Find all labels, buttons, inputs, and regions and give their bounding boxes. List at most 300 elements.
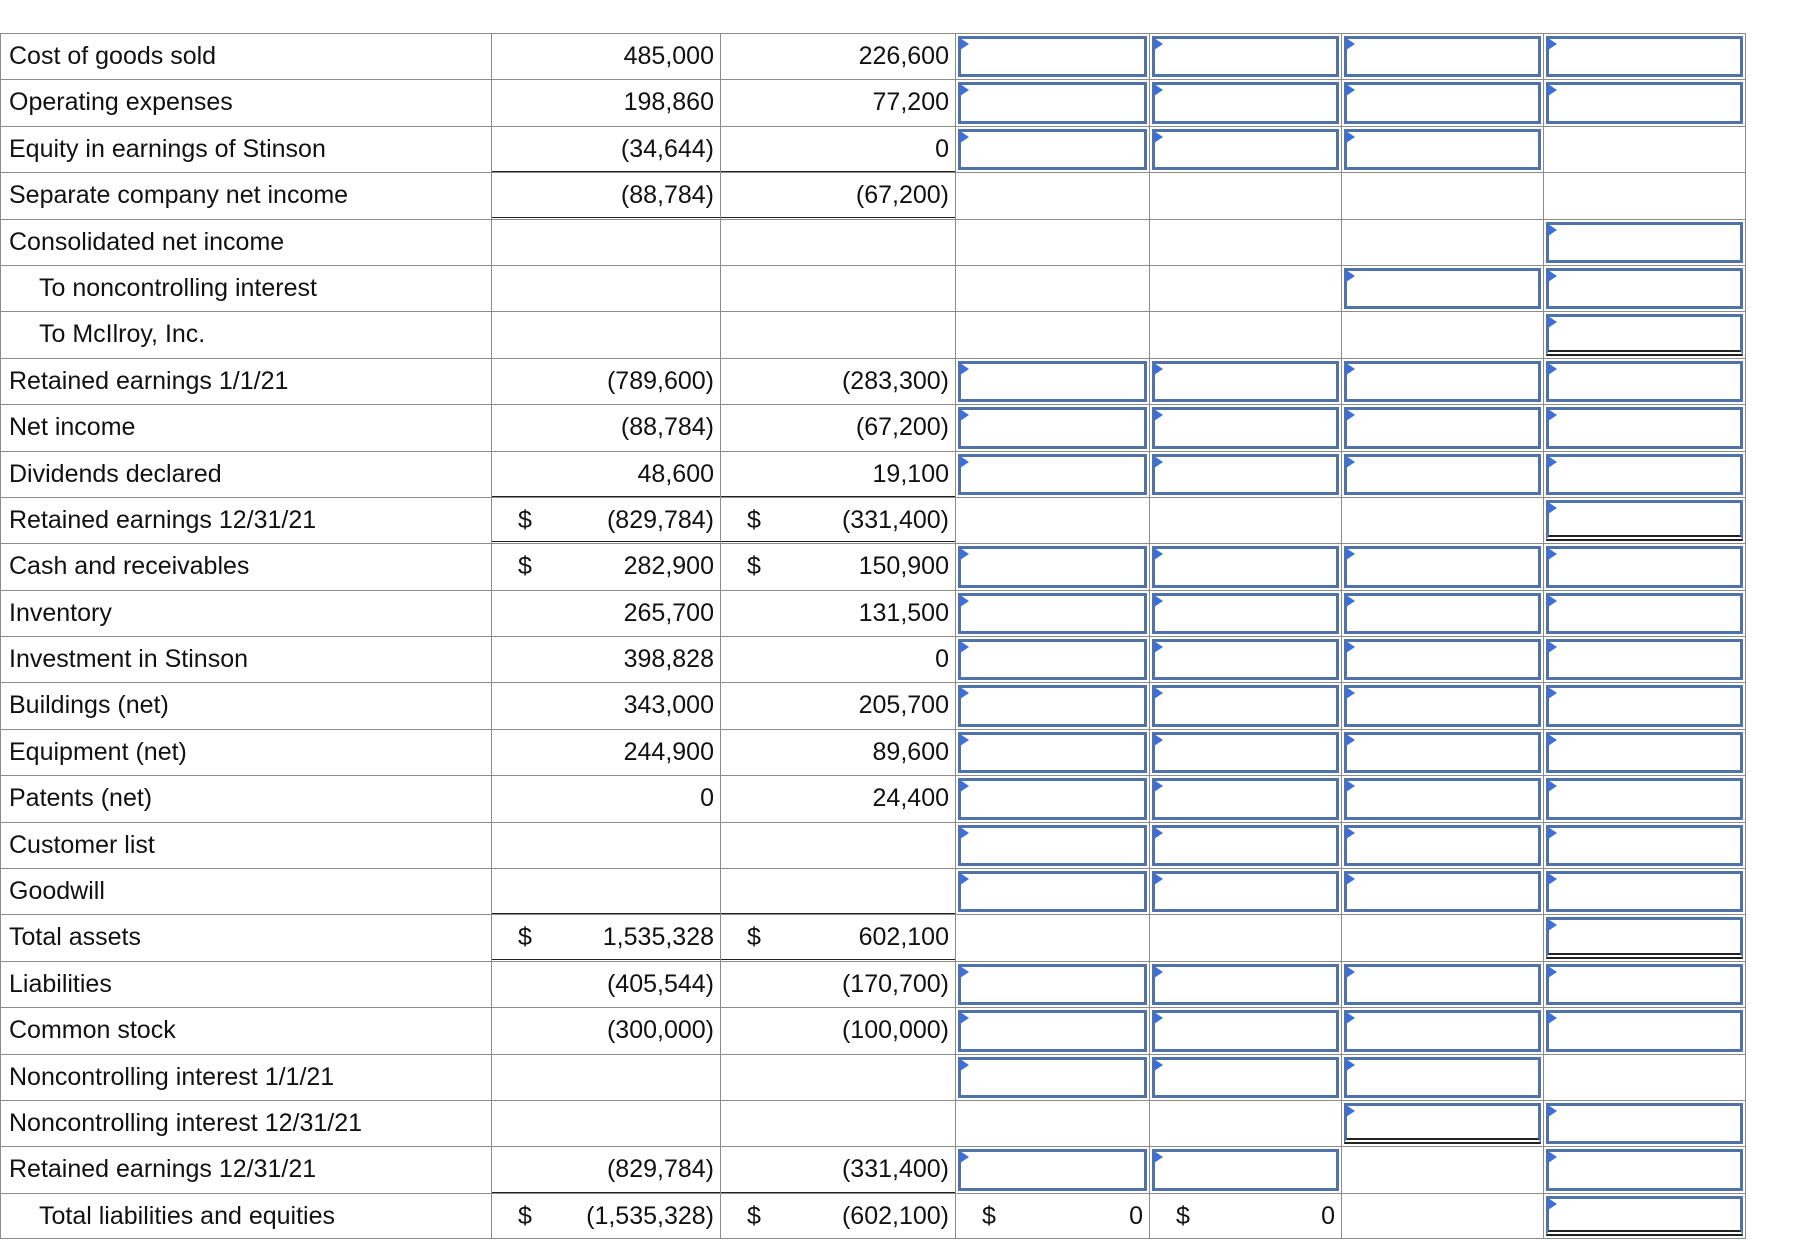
entry-input[interactable]	[1344, 361, 1541, 402]
col-6-cell	[1544, 775, 1746, 821]
entry-input[interactable]	[1344, 268, 1541, 309]
col-3-cell	[956, 1054, 1150, 1100]
row-label: Separate company net income	[0, 172, 492, 218]
row-label: Retained earnings 12/31/21	[0, 1146, 492, 1192]
col-5-cell	[1342, 126, 1544, 172]
col-6-cell	[1544, 311, 1746, 357]
row-label: Patents (net)	[0, 775, 492, 821]
col-6-cell	[1544, 172, 1746, 218]
entry-input[interactable]	[958, 1149, 1147, 1190]
entry-input[interactable]	[958, 361, 1147, 402]
amount-value: 282,900	[623, 552, 714, 581]
worksheet-row	[0, 590, 1746, 636]
col-5-cell	[1342, 358, 1544, 404]
entry-input[interactable]	[1546, 82, 1743, 123]
amount-value: 131,500	[858, 598, 949, 627]
col-1-cell	[492, 914, 721, 960]
col-2-cell	[721, 79, 956, 125]
col-1-cell	[492, 79, 721, 125]
worksheet-row	[0, 497, 1746, 543]
amount-value: (170,700)	[841, 969, 949, 998]
col-2-cell	[721, 636, 956, 682]
col-5-cell	[1342, 961, 1544, 1007]
row-label: Net income	[0, 404, 492, 450]
entry-input[interactable]	[958, 639, 1147, 680]
col-2-cell	[721, 590, 956, 636]
col-4-cell	[1150, 868, 1342, 914]
entry-input[interactable]	[1546, 500, 1743, 541]
entry-input[interactable]	[1344, 732, 1541, 773]
entry-input[interactable]	[958, 964, 1147, 1005]
col-5-cell	[1342, 497, 1544, 543]
entry-input[interactable]	[1152, 361, 1339, 402]
col-2-cell	[721, 1007, 956, 1053]
entry-input[interactable]	[1546, 871, 1743, 912]
worksheet-row	[0, 358, 1746, 404]
col-5-cell	[1342, 636, 1544, 682]
amount-value: (100,000)	[841, 1016, 949, 1045]
worksheet-row	[0, 33, 1746, 79]
col-2-cell	[721, 358, 956, 404]
entry-input[interactable]	[1344, 407, 1541, 448]
amount-value: 265,700	[623, 598, 714, 627]
col-3-cell	[956, 636, 1150, 682]
entry-input[interactable]	[958, 685, 1147, 726]
col-1-cell	[492, 451, 721, 497]
entry-input[interactable]	[1546, 685, 1743, 726]
amount-value: 244,900	[623, 737, 714, 766]
row-label: Retained earnings 12/31/21	[0, 497, 492, 543]
row-label: Cost of goods sold	[0, 33, 492, 79]
col-5-cell	[1342, 172, 1544, 218]
col-1-cell	[492, 682, 721, 728]
col-3-cell	[956, 1146, 1150, 1192]
col-4-cell	[1150, 729, 1342, 775]
row-label: Inventory	[0, 590, 492, 636]
col-3-cell	[956, 311, 1150, 357]
amount-value: 0	[1321, 1201, 1335, 1230]
col-3-cell	[956, 451, 1150, 497]
dollar-sign: $	[1176, 1201, 1190, 1230]
row-label: Liabilities	[0, 961, 492, 1007]
row-label: Noncontrolling interest 1/1/21	[0, 1054, 492, 1100]
col-3-cell	[956, 961, 1150, 1007]
entry-input[interactable]	[1344, 1057, 1541, 1098]
row-label: Equipment (net)	[0, 729, 492, 775]
amount-value: 226,600	[858, 42, 949, 70]
col-6-cell	[1544, 1007, 1746, 1053]
col-5-cell	[1342, 311, 1544, 357]
col-2-cell	[721, 961, 956, 1007]
col-2-cell	[721, 543, 956, 589]
col-6-cell	[1544, 358, 1746, 404]
entry-input[interactable]	[958, 1010, 1147, 1051]
col-6-cell	[1544, 497, 1746, 543]
entry-input[interactable]	[1152, 1010, 1339, 1051]
entry-input[interactable]	[1546, 454, 1743, 495]
amount-value: 48,600	[637, 459, 714, 488]
amount-value: 0	[935, 134, 949, 163]
amount-value: (34,644)	[620, 134, 714, 163]
amount-value: 343,000	[623, 691, 714, 720]
col-6-cell	[1544, 404, 1746, 450]
entry-input[interactable]	[958, 129, 1147, 170]
col-1-cell	[492, 868, 721, 914]
col-3-cell	[956, 682, 1150, 728]
worksheet-row	[0, 1007, 1746, 1053]
col-4-cell	[1150, 1146, 1342, 1192]
col-5-cell	[1342, 265, 1544, 311]
col-5-cell	[1342, 543, 1544, 589]
col-3-cell	[956, 79, 1150, 125]
col-4-cell	[1150, 311, 1342, 357]
col-3-cell	[956, 497, 1150, 543]
col-4-cell	[1150, 1100, 1342, 1146]
col-2-cell	[721, 1146, 956, 1192]
row-label: Buildings (net)	[0, 682, 492, 728]
col-1-cell	[492, 590, 721, 636]
col-1-cell	[492, 172, 721, 218]
amount-value: 398,828	[623, 645, 714, 674]
dollar-sign: $	[747, 923, 761, 952]
amount-value: (789,600)	[606, 366, 714, 395]
entry-input[interactable]	[1152, 82, 1339, 123]
col-6-cell	[1544, 590, 1746, 636]
col-4-cell	[1150, 1193, 1342, 1239]
col-2-cell	[721, 311, 956, 357]
entry-input[interactable]	[1152, 825, 1339, 866]
col-3-cell	[956, 172, 1150, 218]
entry-input[interactable]	[1152, 685, 1339, 726]
entry-input[interactable]	[958, 732, 1147, 773]
col-6-cell	[1544, 1100, 1746, 1146]
row-label: Total liabilities and equities	[0, 1193, 492, 1239]
entry-input[interactable]	[1546, 825, 1743, 866]
col-2-cell	[721, 822, 956, 868]
col-5-cell	[1342, 79, 1544, 125]
col-5-cell	[1342, 1054, 1544, 1100]
amount-value: (67,200)	[855, 181, 949, 210]
col-4-cell	[1150, 543, 1342, 589]
amount-value: (283,300)	[841, 366, 949, 395]
col-5-cell	[1342, 1100, 1544, 1146]
col-2-cell	[721, 868, 956, 914]
entry-input[interactable]	[958, 546, 1147, 587]
col-3-cell	[956, 822, 1150, 868]
dollar-sign: $	[518, 505, 532, 534]
col-1-cell	[492, 1054, 721, 1100]
entry-input[interactable]	[1546, 1149, 1743, 1190]
entry-input[interactable]	[1546, 268, 1743, 309]
entry-input[interactable]	[1152, 1057, 1339, 1098]
entry-input[interactable]	[1546, 36, 1743, 77]
col-6-cell	[1544, 219, 1746, 265]
col-4-cell	[1150, 219, 1342, 265]
worksheet-row	[0, 729, 1746, 775]
dollar-sign: $	[747, 505, 761, 534]
col-5-cell	[1342, 868, 1544, 914]
col-3-cell	[956, 126, 1150, 172]
entry-input[interactable]	[1546, 222, 1743, 263]
entry-input[interactable]	[1546, 593, 1743, 634]
col-4-cell	[1150, 451, 1342, 497]
row-label: Equity in earnings of Stinson	[0, 126, 492, 172]
amount-value: (331,400)	[841, 1155, 949, 1184]
col-4-cell	[1150, 590, 1342, 636]
dollar-sign: $	[518, 1201, 532, 1230]
col-5-cell	[1342, 1007, 1544, 1053]
entry-input[interactable]	[1546, 1103, 1743, 1144]
entry-input[interactable]	[958, 82, 1147, 123]
dollar-sign: $	[518, 552, 532, 581]
entry-input[interactable]	[1546, 1196, 1743, 1236]
col-4-cell	[1150, 636, 1342, 682]
col-1-cell	[492, 1146, 721, 1192]
col-6-cell	[1544, 1146, 1746, 1192]
col-2-cell	[721, 172, 956, 218]
col-1-cell	[492, 126, 721, 172]
amount-value: (602,100)	[841, 1201, 949, 1230]
col-1-cell	[492, 219, 721, 265]
col-3-cell	[956, 914, 1150, 960]
col-3-cell	[956, 1007, 1150, 1053]
col-3-cell	[956, 590, 1150, 636]
entry-input[interactable]	[1152, 778, 1339, 819]
worksheet-row	[0, 79, 1746, 125]
entry-input[interactable]	[1546, 314, 1743, 355]
col-5-cell	[1342, 914, 1544, 960]
col-4-cell	[1150, 914, 1342, 960]
consolidation-worksheet	[0, 33, 1746, 1239]
col-2-cell	[721, 126, 956, 172]
col-6-cell	[1544, 265, 1746, 311]
entry-input[interactable]	[958, 825, 1147, 866]
amount-value: (300,000)	[606, 1016, 714, 1045]
col-2-cell	[721, 33, 956, 79]
col-5-cell	[1342, 682, 1544, 728]
col-6-cell	[1544, 636, 1746, 682]
col-5-cell	[1342, 33, 1544, 79]
col-6-cell	[1544, 729, 1746, 775]
col-5-cell	[1342, 729, 1544, 775]
worksheet-row	[0, 172, 1746, 218]
col-4-cell	[1150, 1007, 1342, 1053]
amount-value: (67,200)	[855, 413, 949, 442]
col-5-cell	[1342, 775, 1544, 821]
col-6-cell	[1544, 33, 1746, 79]
entry-input[interactable]	[1152, 964, 1339, 1005]
entry-input[interactable]	[1546, 361, 1743, 402]
entry-input[interactable]	[1152, 36, 1339, 77]
worksheet-row	[0, 636, 1746, 682]
amount-value: (88,784)	[620, 181, 714, 210]
col-6-cell	[1544, 868, 1746, 914]
col-2-cell	[721, 775, 956, 821]
dollar-sign: $	[747, 552, 761, 581]
col-5-cell	[1342, 1193, 1544, 1239]
col-6-cell	[1544, 914, 1746, 960]
col-5-cell	[1342, 404, 1544, 450]
entry-input[interactable]	[1344, 82, 1541, 123]
entry-input[interactable]	[1344, 825, 1541, 866]
col-2-cell	[721, 914, 956, 960]
entry-input[interactable]	[1344, 129, 1541, 170]
col-1-cell	[492, 311, 721, 357]
entry-input[interactable]	[958, 36, 1147, 77]
col-1-cell	[492, 404, 721, 450]
col-5-cell	[1342, 822, 1544, 868]
col-3-cell	[956, 868, 1150, 914]
worksheet-row	[0, 868, 1746, 914]
entry-input[interactable]	[1152, 129, 1339, 170]
amount-value: 485,000	[623, 42, 714, 70]
worksheet-row	[0, 914, 1746, 960]
entry-input[interactable]	[1546, 639, 1743, 680]
col-4-cell	[1150, 358, 1342, 404]
col-3-cell	[956, 775, 1150, 821]
worksheet-row	[0, 961, 1746, 1007]
worksheet-row	[0, 265, 1746, 311]
entry-input[interactable]	[1344, 685, 1541, 726]
entry-input[interactable]	[1152, 1149, 1339, 1190]
entry-input[interactable]	[958, 407, 1147, 448]
entry-input[interactable]	[1152, 593, 1339, 634]
col-4-cell	[1150, 822, 1342, 868]
col-4-cell	[1150, 497, 1342, 543]
col-4-cell	[1150, 172, 1342, 218]
entry-input[interactable]	[1546, 778, 1743, 819]
row-label: Retained earnings 1/1/21	[0, 358, 492, 404]
col-5-cell	[1342, 590, 1544, 636]
worksheet-row	[0, 682, 1746, 728]
entry-input[interactable]	[1344, 454, 1541, 495]
entry-input[interactable]	[1152, 871, 1339, 912]
worksheet-row	[0, 126, 1746, 172]
col-4-cell	[1150, 682, 1342, 728]
entry-input[interactable]	[1344, 36, 1541, 77]
worksheet-row	[0, 1054, 1746, 1100]
col-3-cell	[956, 543, 1150, 589]
col-6-cell	[1544, 682, 1746, 728]
col-1-cell	[492, 775, 721, 821]
amount-value: (331,400)	[841, 505, 949, 534]
entry-input[interactable]	[958, 593, 1147, 634]
amount-value: 198,860	[623, 88, 714, 117]
col-1-cell	[492, 1193, 721, 1239]
row-label: Goodwill	[0, 868, 492, 914]
col-1-cell	[492, 636, 721, 682]
row-label: Investment in Stinson	[0, 636, 492, 682]
entry-input[interactable]	[1152, 639, 1339, 680]
col-5-cell	[1342, 219, 1544, 265]
col-3-cell	[956, 1193, 1150, 1239]
entry-input[interactable]	[1344, 871, 1541, 912]
row-label: Customer list	[0, 822, 492, 868]
entry-input[interactable]	[1152, 454, 1339, 495]
worksheet-row	[0, 219, 1746, 265]
entry-input[interactable]	[1344, 546, 1541, 587]
amount-value: (405,544)	[606, 969, 714, 998]
entry-input[interactable]	[1546, 1010, 1743, 1051]
row-label: Consolidated net income	[0, 219, 492, 265]
worksheet-row	[0, 1100, 1746, 1146]
entry-input[interactable]	[1546, 964, 1743, 1005]
entry-input[interactable]	[1344, 778, 1541, 819]
col-3-cell	[956, 219, 1150, 265]
entry-input[interactable]	[1344, 639, 1541, 680]
entry-input[interactable]	[958, 1057, 1147, 1098]
col-1-cell	[492, 265, 721, 311]
row-label: Dividends declared	[0, 451, 492, 497]
entry-input[interactable]	[1344, 593, 1541, 634]
amount-value: 0	[935, 645, 949, 674]
amount-value: (88,784)	[620, 413, 714, 442]
col-2-cell	[721, 682, 956, 728]
col-3-cell	[956, 265, 1150, 311]
entry-input[interactable]	[1546, 732, 1743, 773]
row-label: To noncontrolling interest	[0, 265, 492, 311]
entry-input[interactable]	[1344, 964, 1541, 1005]
col-2-cell	[721, 451, 956, 497]
entry-input[interactable]	[1546, 407, 1743, 448]
col-1-cell	[492, 543, 721, 589]
entry-input[interactable]	[1152, 546, 1339, 587]
col-4-cell	[1150, 126, 1342, 172]
col-6-cell	[1544, 1193, 1746, 1239]
col-4-cell	[1150, 404, 1342, 450]
col-3-cell	[956, 33, 1150, 79]
col-5-cell	[1342, 451, 1544, 497]
entry-input[interactable]	[1344, 1103, 1541, 1144]
amount-value: 0	[1129, 1201, 1143, 1230]
amount-value: 19,100	[872, 459, 949, 488]
amount-value: 602,100	[858, 923, 949, 952]
col-2-cell	[721, 1193, 956, 1239]
col-6-cell	[1544, 451, 1746, 497]
entry-input[interactable]	[958, 871, 1147, 912]
entry-input[interactable]	[1546, 546, 1743, 587]
col-6-cell	[1544, 126, 1746, 172]
col-4-cell	[1150, 79, 1342, 125]
amount-value: 0	[700, 784, 714, 813]
col-4-cell	[1150, 265, 1342, 311]
entry-input[interactable]	[1344, 1010, 1541, 1051]
col-1-cell	[492, 358, 721, 404]
col-4-cell	[1150, 961, 1342, 1007]
amount-value: (829,784)	[606, 505, 714, 534]
col-3-cell	[956, 1100, 1150, 1146]
entry-input[interactable]	[958, 454, 1147, 495]
row-label: Common stock	[0, 1007, 492, 1053]
col-1-cell	[492, 1100, 721, 1146]
amount-value: 205,700	[858, 691, 949, 720]
col-4-cell	[1150, 33, 1342, 79]
col-2-cell	[721, 404, 956, 450]
worksheet-row	[0, 775, 1746, 821]
entry-input[interactable]	[1546, 917, 1743, 958]
col-1-cell	[492, 1007, 721, 1053]
col-4-cell	[1150, 775, 1342, 821]
row-label: Total assets	[0, 914, 492, 960]
row-label: To McIlroy, Inc.	[0, 311, 492, 357]
col-2-cell	[721, 219, 956, 265]
entry-input[interactable]	[1152, 407, 1339, 448]
amount-value: 89,600	[872, 737, 949, 766]
entry-input[interactable]	[1152, 732, 1339, 773]
entry-input[interactable]	[958, 778, 1147, 819]
worksheet-row	[0, 1146, 1746, 1192]
worksheet-row	[0, 404, 1746, 450]
